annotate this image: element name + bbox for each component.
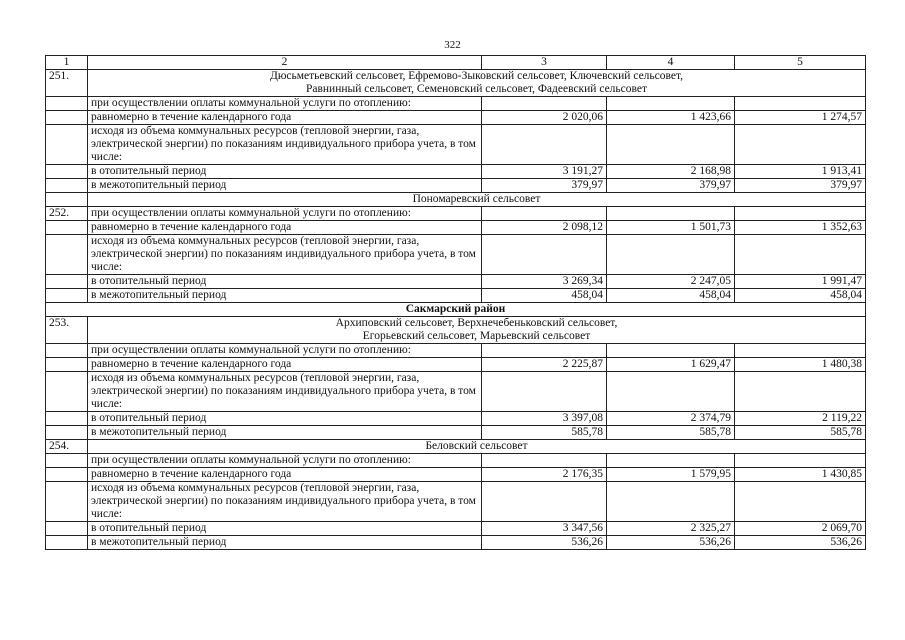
tariff-value-col3: 2 176,35 [482,468,607,482]
row-number [46,165,88,179]
tariff-description: исходя из объема коммунальных ресурсов (тепловой энергии, газа, электрической энергии) по показаниям индивидуального прибора учета, в том числе: [88,372,482,412]
settlement-group-row [46,70,866,97]
tariff-row [46,125,866,165]
column-number: 2 [88,56,482,70]
tariff-row [46,111,866,125]
tariff-value-col5: 1 913,41 [735,165,866,179]
tariff-row [46,522,866,536]
tariff-value-col5: 585,78 [735,426,866,440]
tariff-row [46,165,866,179]
settlement-names-line: Егорьевский сельсовет, Марьевский сельсовет [362,330,591,342]
tariff-value-col5 [735,125,866,165]
tariff-value-col5: 379,97 [735,179,866,193]
tariff-value-col4: 2 374,79 [607,412,735,426]
tariff-row [46,179,866,193]
tariff-value-col5 [735,344,866,358]
tariff-value-col5: 536,26 [735,536,866,550]
row-number [46,275,88,289]
tariff-value-col5: 1 274,57 [735,111,866,125]
tariff-description: в межотопительный период [88,536,482,550]
settlement-names-line: Равнинный сельсовет, Семеновский сельсовет, Фадеевский сельсовет [305,83,648,95]
tariff-value-col4: 458,04 [607,289,735,303]
tariff-value-col3: 3 397,08 [482,412,607,426]
row-number: 252. [46,207,88,221]
tariff-value-col4: 2 247,05 [607,275,735,289]
tariff-value-col3: 2 225,87 [482,358,607,372]
tariff-row [46,275,866,289]
tariff-description: равномерно в течение календарного года [88,468,482,482]
tariff-description: равномерно в течение календарного года [88,358,482,372]
tariff-value-col4: 2 168,98 [607,165,735,179]
tariff-description: исходя из объема коммунальных ресурсов (тепловой энергии, газа, электрической энергии) по показаниям индивидуального прибора учета, в том числе: [88,235,482,275]
tariff-value-col5: 2 119,22 [735,412,866,426]
tariff-value-col3: 585,78 [482,426,607,440]
tariff-value-col4: 536,26 [607,536,735,550]
tariff-value-col5 [735,207,866,221]
page-number: 322 [444,39,461,51]
tariff-value-col3 [482,454,607,468]
tariff-value-col4 [607,372,735,412]
column-number-row [46,56,866,70]
tariff-value-col5: 1 352,63 [735,221,866,235]
settlement-group-row [46,440,866,454]
row-number [46,358,88,372]
row-number [46,412,88,426]
row-number [46,125,88,165]
tariff-value-col4 [607,207,735,221]
tariff-value-col4 [607,454,735,468]
tariff-value-col5: 1 991,47 [735,275,866,289]
tariff-value-col4 [607,97,735,111]
settlement-names-line: Архиповский сельсовет, Верхнечебеньковский сельсовет, [335,317,618,329]
tariff-value-col5: 2 069,70 [735,522,866,536]
tariff-description: в отопительный период [88,412,482,426]
tariff-row [46,482,866,522]
tariff-description: при осуществлении оплаты коммунальной услуги по отоплению: [88,207,482,221]
row-number [46,97,88,111]
column-number: 3 [482,56,607,70]
tariff-value-col5 [735,235,866,275]
row-number [46,454,88,468]
tariff-value-col3 [482,372,607,412]
tariff-description: в отопительный период [88,165,482,179]
tariff-value-col5 [735,372,866,412]
tariff-value-col3: 3 347,56 [482,522,607,536]
tariff-value-col4: 1 629,47 [607,358,735,372]
tariff-row [46,221,866,235]
tariff-value-col4: 1 579,95 [607,468,735,482]
tariff-description: в межотопительный период [88,289,482,303]
column-number: 5 [735,56,866,70]
row-number [46,536,88,550]
tariff-row [46,344,866,358]
tariff-value-col4: 2 325,27 [607,522,735,536]
tariff-value-col3: 458,04 [482,289,607,303]
tariff-value-col3: 2 098,12 [482,221,607,235]
tariff-description: равномерно в течение календарного года [88,111,482,125]
tariff-value-col3: 2 020,06 [482,111,607,125]
tariff-description: исходя из объема коммунальных ресурсов (тепловой энергии, газа, электрической энергии) по показаниям индивидуального прибора учета, в том числе: [88,482,482,522]
settlement-group-row [46,317,866,344]
settlement-names [88,317,866,344]
row-number [46,289,88,303]
tariff-value-col3: 3 269,34 [482,275,607,289]
tariff-value-col4: 1 501,73 [607,221,735,235]
tariff-description: в отопительный период [88,275,482,289]
tariff-value-col4: 1 423,66 [607,111,735,125]
settlement-group-row [46,193,866,207]
row-number [46,193,88,207]
row-number [46,468,88,482]
tariff-description: в отопительный период [88,522,482,536]
row-number [46,344,88,358]
settlement-names [88,440,866,454]
tariff-value-col4: 379,97 [607,179,735,193]
tariff-value-col3: 536,26 [482,536,607,550]
tariff-description: при осуществлении оплаты коммунальной услуги по отоплению: [88,344,482,358]
tariff-value-col4 [607,125,735,165]
tariff-row [46,358,866,372]
settlement-names [88,70,866,97]
tariff-row [46,468,866,482]
tariff-value-col4 [607,344,735,358]
tariff-value-col5: 458,04 [735,289,866,303]
tariff-value-col3 [482,482,607,522]
row-number: 251. [46,70,88,97]
settlement-names [88,193,866,207]
tariff-description: при осуществлении оплаты коммунальной услуги по отоплению: [88,454,482,468]
tariff-value-col3: 379,97 [482,179,607,193]
tariff-description: исходя из объема коммунальных ресурсов (тепловой энергии, газа, электрической энергии) по показаниям индивидуального прибора учета, в том числе: [88,125,482,165]
tariff-value-col4 [607,482,735,522]
row-number: 254. [46,440,88,454]
row-number [46,179,88,193]
tariff-table [45,55,866,550]
row-number [46,235,88,275]
tariff-value-col5: 1 480,38 [735,358,866,372]
tariff-row [46,207,866,221]
row-number [46,221,88,235]
tariff-description: в межотопительный период [88,179,482,193]
tariff-value-col3 [482,97,607,111]
tariff-value-col4 [607,235,735,275]
district-name: Сакмарский район [46,303,866,317]
row-number [46,482,88,522]
tariff-row [46,372,866,412]
tariff-value-col3 [482,235,607,275]
tariff-row [46,289,866,303]
tariff-description: при осуществлении оплаты коммунальной услуги по отоплению: [88,97,482,111]
tariff-value-col5 [735,97,866,111]
row-number [46,372,88,412]
settlement-names-line: Пономаревский сельсовет [412,193,541,205]
tariff-value-col3 [482,125,607,165]
tariff-value-col4: 585,78 [607,426,735,440]
tariff-value-col5: 1 430,85 [735,468,866,482]
tariff-row [46,235,866,275]
tariff-value-col5 [735,454,866,468]
row-number: 253. [46,317,88,344]
row-number [46,522,88,536]
row-number [46,111,88,125]
tariff-value-col3 [482,344,607,358]
district-header-row [46,303,866,317]
tariff-row [46,426,866,440]
tariff-value-col3 [482,207,607,221]
column-number: 4 [607,56,735,70]
row-number [46,426,88,440]
tariff-value-col5 [735,482,866,522]
tariff-row [46,536,866,550]
column-number: 1 [46,56,88,70]
tariff-description: равномерно в течение календарного года [88,221,482,235]
tariff-value-col3: 3 191,27 [482,165,607,179]
settlement-names-line: Беловский сельсовет [425,440,528,452]
settlement-names-line: Дюсьметьевский сельсовет, Ефремово-Зыковский сельсовет, Ключевский сельсовет, [269,70,684,82]
tariff-description: в межотопительный период [88,426,482,440]
tariff-row [46,454,866,468]
tariff-row [46,412,866,426]
tariff-row [46,97,866,111]
